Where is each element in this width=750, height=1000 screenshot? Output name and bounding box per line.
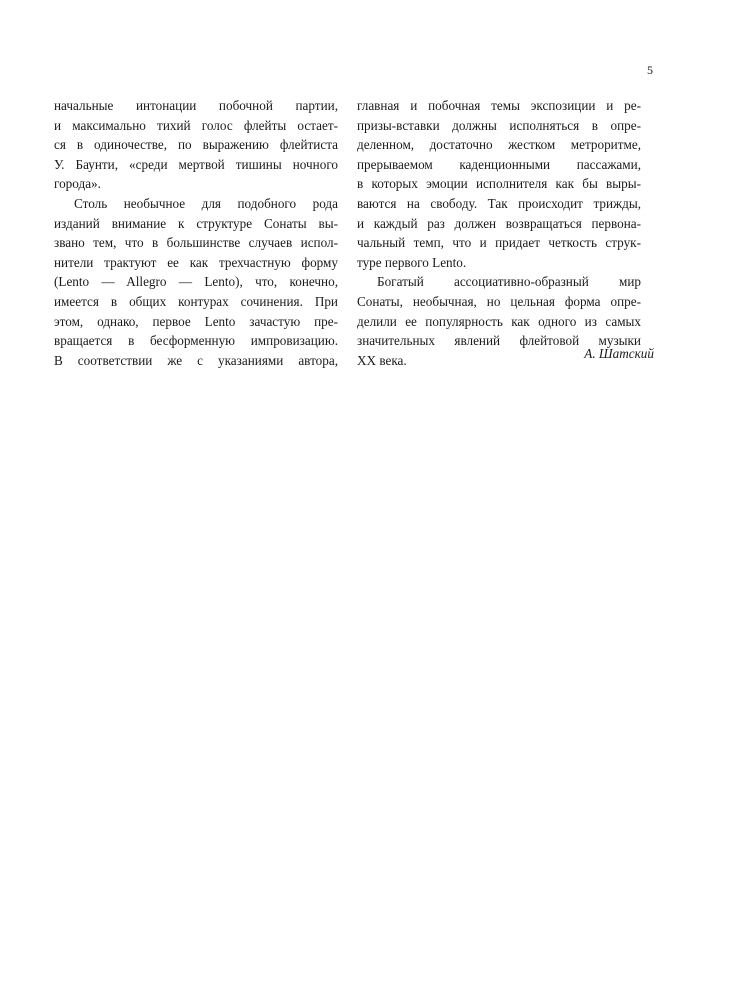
author-signature: А. Шатский (584, 346, 654, 361)
text-line: прерываемом каденционными пассажами, (357, 156, 641, 172)
text-column-left (54, 96, 338, 370)
text-line: этом, однако, первое Lento зачастую пре- (54, 313, 338, 329)
text-line: ся в одиночестве, по выражению флейтиста (54, 137, 338, 153)
text-line: делили ее популярность как одного из самых (357, 313, 641, 329)
text-line: ваются на свободу. Так происходит трижды, (357, 195, 641, 211)
text-line: города». (54, 176, 101, 192)
text-column-right (357, 96, 641, 370)
text-line: (Lento — Allegro — Lento), что, конечно, (54, 274, 338, 290)
text-line: главная и побочная темы экспозиции и ре- (357, 98, 641, 113)
text-line: Столь необычное для подобного рода (74, 195, 338, 211)
text-line: В соответствии же с указаниями автора, (54, 352, 338, 368)
text-line: имеется в общих контурах сочинения. При (54, 293, 338, 309)
text-line: туре первого Lento. (357, 254, 467, 270)
text-line: в которых эмоции исполнителя как бы выры- (357, 176, 641, 192)
text-line: У. Баунти, «среди мертвой тишины ночного (54, 156, 338, 172)
text-line: звано тем, что в большинстве случаев испол- (54, 235, 338, 251)
text-line: призы-вставки должны исполняться в опре- (357, 117, 641, 133)
text-line: деленном, достаточно жестком метроритме, (357, 137, 641, 153)
text-line: начальные интонации побочной партии, (54, 98, 338, 113)
text-line: Сонаты, необычная, но цельная форма опре- (357, 293, 641, 309)
text-line: изданий внимание к структуре Сонаты вы- (54, 215, 338, 231)
text-line: чальный темп, что и придает четкость струк- (357, 235, 641, 251)
text-line: и каждый раз должен возвращаться первона- (357, 215, 641, 231)
text-line: значительных явлений флейтовой музыки (357, 333, 641, 349)
text-line: нители трактуют ее как трехчастную форму (54, 254, 338, 270)
text-line: и максимально тихий голос флейты остает- (54, 117, 338, 133)
text-line: вращается в бесформенную импровизацию. (54, 333, 338, 349)
text-line: Богатый ассоциативно-образный мир (377, 274, 641, 290)
text-line: XX века. (357, 352, 407, 368)
page-number: 5 (647, 63, 653, 77)
